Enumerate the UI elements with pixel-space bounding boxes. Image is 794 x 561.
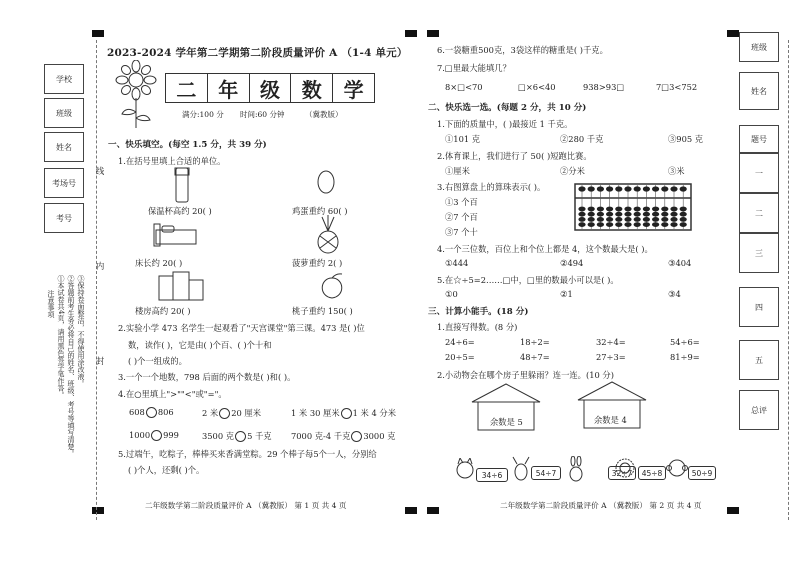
registration-mark [405, 30, 417, 37]
unit-item[interactable]: 床长约 20( ) [135, 258, 183, 268]
question-7: 7.□里最大能填几？ [437, 63, 511, 73]
score-row-2[interactable]: 二 [739, 193, 779, 233]
q7-item[interactable]: 7□3<752 [656, 82, 698, 92]
calc-item[interactable]: 24÷6= [445, 337, 475, 347]
calc-item[interactable]: 20÷5= [445, 352, 475, 362]
info-box-exam-room[interactable]: 考场号 [44, 168, 84, 198]
calc-item[interactable]: 18÷2= [520, 337, 550, 347]
page-footer: 二年级数学第二阶段质量评价 A （冀教版） 第 2 页 共 4 页 [500, 501, 702, 510]
option[interactable]: ①444 [445, 258, 469, 268]
option[interactable]: ①厘米 [445, 166, 470, 176]
option[interactable]: ②1 [560, 289, 573, 299]
animal-tag[interactable]: 45÷8 [638, 466, 666, 480]
right-box-name[interactable]: 姓名 [739, 72, 779, 110]
house-label[interactable]: 余数是 4 [594, 415, 627, 425]
peach-icon [316, 272, 348, 300]
info-box-school[interactable]: 学校 [44, 64, 84, 94]
question-4: 4.在○里填上">""<"或"="。 [118, 389, 227, 399]
unit-item[interactable]: 鸡蛋重约 60( ) [292, 206, 348, 216]
choice-question-3: 3.右图算盘上的算珠表示( )。 [437, 182, 546, 192]
calc-item[interactable]: 48÷7= [520, 352, 550, 362]
q7-item[interactable]: 8×□<70 [445, 82, 483, 92]
deer-icon [510, 456, 532, 482]
egg-icon [316, 168, 336, 194]
score-row-4[interactable]: 四 [739, 287, 779, 327]
calc-question-2: 2.小动物会在哪个房子里躲雨？连一连。(10 分) [437, 370, 614, 380]
option[interactable]: ②7 个百 [445, 212, 478, 222]
unit-item[interactable]: 桃子重约 150( ) [292, 306, 353, 316]
compare-item[interactable]: 2 米 20 厘米 [202, 408, 262, 418]
option[interactable]: ③7 个十 [445, 227, 478, 237]
lion-icon [614, 456, 636, 480]
score-row-1[interactable]: 一 [739, 153, 779, 193]
question-2b: 数，读作( )，它是由( )个百、( )个十和 [128, 340, 272, 350]
score-total[interactable]: 总评 [739, 390, 779, 430]
option[interactable]: ②494 [560, 258, 584, 268]
sunflower-icon [112, 60, 160, 130]
animal-tag[interactable]: 50÷9 [688, 466, 716, 480]
unit-item[interactable]: 菠萝重约 2( ) [292, 258, 343, 268]
score-row-3[interactable]: 三 [739, 233, 779, 273]
thermos-cup-icon [172, 166, 192, 204]
registration-mark [427, 30, 439, 37]
notice-line: ②答题前考生务必将自己的姓名、班级、考号等填写清楚。 [67, 275, 75, 457]
notice-title: 注意事项 [47, 290, 55, 318]
registration-mark [727, 507, 739, 514]
option[interactable]: ③404 [668, 258, 692, 268]
registration-mark [92, 507, 104, 514]
option[interactable]: ③4 [668, 289, 681, 299]
animal-tag[interactable]: 32÷7 [608, 466, 636, 480]
info-box-exam-number[interactable]: 考号 [44, 203, 84, 233]
building-icon [155, 270, 207, 302]
option[interactable]: ③905 克 [668, 134, 704, 144]
question-2a: 2.实验小学 473 名学生一起观看了"天宫课堂"第三课。473 是( )位 [118, 323, 365, 333]
calc-item[interactable]: 27÷3= [596, 352, 626, 362]
score-row-5[interactable]: 五 [739, 340, 779, 380]
bed-icon [152, 220, 200, 250]
section2-heading: 二、快乐选一选。(每题 2 分，共 10 分) [428, 103, 587, 113]
right-box-class[interactable]: 班级 [739, 32, 779, 62]
choice-question-4: 4.一个三位数，百位上和个位上都是 4，这个数最大是( )。 [437, 244, 653, 254]
meta-time: 时间:60 分钟 [240, 110, 285, 119]
question-2c: ( )个一组成的。 [128, 356, 187, 366]
choice-question-1: 1.下面的质量中，( )最接近 1 千克。 [437, 119, 573, 129]
info-box-name[interactable]: 姓名 [44, 132, 84, 162]
binding-char: 线 [96, 166, 105, 176]
rabbit-icon [566, 456, 586, 482]
registration-mark [427, 507, 439, 514]
unit-item[interactable]: 保温杯高约 20( ) [148, 206, 212, 216]
option[interactable]: ②分米 [560, 166, 585, 176]
title-char: 二 [166, 74, 208, 102]
question-6: 6.一袋糖重500克，3袋这样的糖重是( )千克。 [437, 45, 608, 55]
compare-item[interactable]: 3500 克 5 千克 [202, 431, 272, 441]
title-char: 学 [343, 77, 364, 102]
animal-tag[interactable]: 54÷7 [531, 466, 561, 480]
binding-line [788, 40, 789, 520]
section1-heading: 一、快乐填空。(每空 1.5 分，共 39 分) [108, 140, 267, 150]
title-char: 级 [250, 74, 292, 102]
compare-item[interactable]: 608 806 [129, 407, 174, 417]
q7-item[interactable]: □×6<40 [518, 82, 556, 92]
question-1: 1.在括号里填上合适的单位。 [118, 156, 226, 166]
page-footer: 二年级数学第二阶段质量评价 A （冀教版） 第 1 页 共 4 页 [145, 501, 347, 510]
choice-question-2: 2.体育课上，我们进行了 50( )短跑比赛。 [437, 151, 592, 161]
calc-item[interactable]: 32÷4= [596, 337, 626, 347]
question-3: 3.一个一个地数，798 后面的两个数是( )和( )。 [118, 372, 296, 382]
option[interactable]: ②280 千克 [560, 134, 604, 144]
calc-item[interactable]: 81÷9= [670, 352, 700, 362]
choice-question-5: 5.在☆÷5=2……□中，□里的数最小可以是( )。 [437, 275, 619, 285]
calc-item[interactable]: 54÷6= [670, 337, 700, 347]
info-box-class[interactable]: 班级 [44, 98, 84, 128]
registration-mark [92, 30, 104, 37]
meta-edition: （冀教版） [305, 110, 343, 119]
unit-item[interactable]: 楼房高约 20( ) [135, 306, 191, 316]
score-header: 题号 [739, 125, 779, 153]
binding-char: 内 [96, 261, 105, 271]
option[interactable]: ①101 克 [445, 134, 481, 144]
compare-item[interactable]: 1000 999 [129, 430, 179, 440]
calc-question-1: 1.直接写得数。(8 分) [437, 322, 518, 332]
animal-tag[interactable]: 34÷6 [476, 468, 508, 482]
binding-char: 封 [96, 356, 105, 366]
question-5b: ( )个人，还剩( )个。 [128, 465, 205, 475]
section3-heading: 三、计算小能手。(18 分) [428, 307, 529, 317]
notice-line: ③保持卷面整洁，不得使用涂改液。 [77, 275, 85, 387]
cat-icon [454, 458, 476, 482]
abacus-icon [574, 183, 692, 231]
question-5a: 5.过端午，吃粽子，棒棒买来香满堂粽。29 个棒子每5个一人，分别给 [118, 449, 377, 459]
option[interactable]: ①0 [445, 289, 458, 299]
house-label[interactable]: 余数是 5 [490, 417, 523, 427]
binding-line [96, 40, 97, 520]
monkey-icon [666, 456, 688, 480]
registration-mark [405, 507, 417, 514]
title-char: 年 [208, 74, 250, 102]
exam-title: 2023-2024 学年第二学期第二阶段质量评价 A （1-4 单元） [107, 47, 408, 59]
meta-score: 满分:100 分 [182, 110, 224, 119]
subject-title [165, 73, 375, 103]
compare-item[interactable]: 1 米 30 厘米 1 米 4 分米 [291, 408, 397, 418]
compare-item[interactable]: 7000 克-4 千克 3000 克 [291, 431, 396, 441]
registration-mark [727, 30, 739, 37]
title-char: 数 [291, 74, 333, 102]
pineapple-icon [313, 214, 343, 254]
option[interactable]: ①3 个百 [445, 197, 478, 207]
q7-item[interactable]: 938>93□ [583, 82, 625, 92]
option[interactable]: ③米 [668, 166, 685, 176]
notice-line: ①本试卷共4页，请用黑色签字笔作答。 [57, 275, 65, 399]
